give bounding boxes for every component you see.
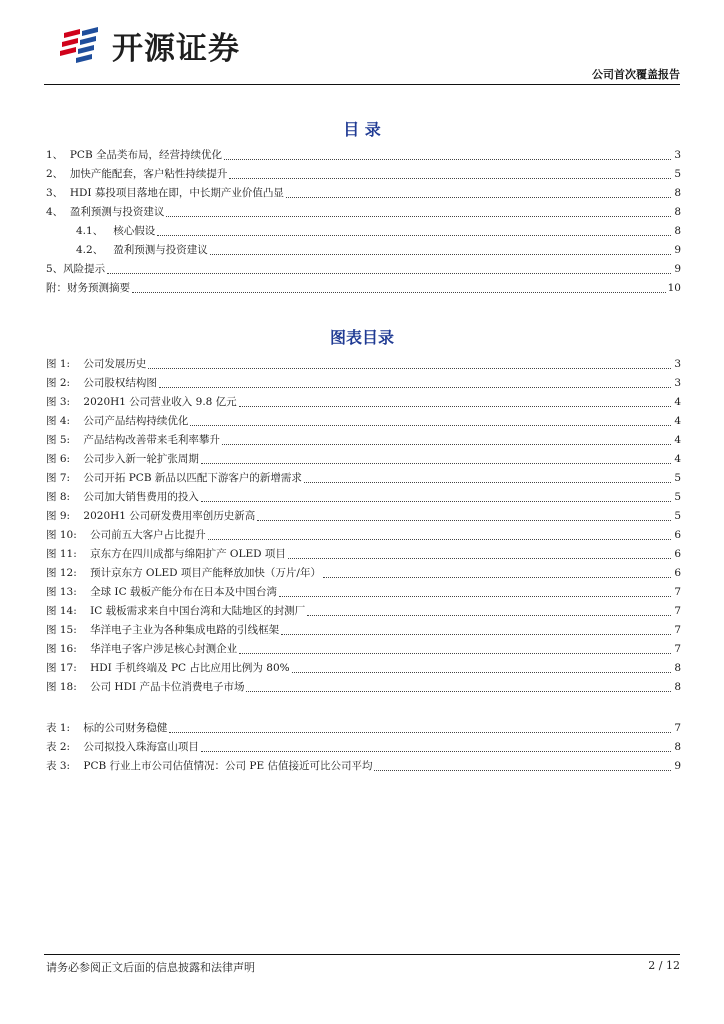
figure-entry[interactable]: 图 10: 公司前五大客户占比提升 6 xyxy=(46,529,681,541)
company-logo xyxy=(58,22,240,68)
figures-title: 图表目录 xyxy=(329,328,394,347)
page-indicator: 2 / 12 xyxy=(648,959,680,972)
toc-entry[interactable]: 3、 HDI 募投项目落地在即，中长期产业价值凸显 8 xyxy=(46,187,681,199)
figure-entry[interactable]: 图 7: 公司开拓 PCB 新品以匹配下游客户的新增需求 5 xyxy=(46,472,681,484)
figure-entry[interactable]: 图 2: 公司股权结构图 3 xyxy=(46,377,681,389)
toc-list xyxy=(46,146,681,298)
toc-entry[interactable]: 2、 加快产能配套，客户粘性持续提升 5 xyxy=(46,168,681,180)
toc-subentry[interactable]: 4.1、 核心假设 8 xyxy=(76,225,681,237)
figure-entry[interactable]: 图 1: 公司发展历史 3 xyxy=(46,358,681,370)
figure-entry[interactable]: 图 3: 2020H1 公司营业收入 9.8 亿元 4 xyxy=(46,396,681,408)
figure-entry[interactable]: 图 11: 京东方在四川成都与绵阳扩产 OLED 项目 6 xyxy=(46,548,681,560)
toc-entry[interactable]: 附：财务预测摘要 10 xyxy=(46,282,681,294)
figure-entry[interactable]: 图 5: 产品结构改善带来毛利率攀升 4 xyxy=(46,434,681,446)
figure-entry[interactable]: 图 9: 2020H1 公司研发费用率创历史新高 5 xyxy=(46,510,681,522)
table-entry[interactable]: 表 2: 公司拟投入珠海富山项目 8 xyxy=(46,741,681,753)
header-rule xyxy=(44,84,680,85)
figure-entry[interactable]: 图 14: IC 载板需求来自中国台湾和大陆地区的封测厂 7 xyxy=(46,605,681,617)
toc-subentry[interactable]: 4.2、 盈利预测与投资建议 9 xyxy=(76,244,681,256)
toc-entry[interactable]: 4、 盈利预测与投资建议 8 xyxy=(46,206,681,218)
footer-rule xyxy=(44,954,680,955)
table-entry[interactable]: 表 1: 标的公司财务稳健 7 xyxy=(46,722,681,734)
figure-entry[interactable]: 图 17: HDI 手机终端及 PC 占比应用比例为 80% 8 xyxy=(46,662,681,674)
figure-entry[interactable]: 图 12: 预计京东方 OLED 项目产能释放加快（万片/年） 6 xyxy=(46,567,681,579)
tables-list xyxy=(46,719,681,776)
figure-entry[interactable]: 图 4: 公司产品结构持续优化 4 xyxy=(46,415,681,427)
figure-entry[interactable]: 图 8: 公司加大销售费用的投入 5 xyxy=(46,491,681,503)
figure-entry[interactable]: 图 16: 华洋电子客户涉足核心封测企业 7 xyxy=(46,643,681,655)
toc-entry[interactable]: 1、 PCB 全品类布局，经营持续优化 3 xyxy=(46,149,681,161)
figure-entry[interactable]: 图 18: 公司 HDI 产品卡位消费电子市场 8 xyxy=(46,681,681,693)
toc-entry[interactable]: 5、风险提示 9 xyxy=(46,263,681,275)
logo-text: 开源证券 xyxy=(112,30,240,67)
report-type: 公司首次覆盖报告 xyxy=(592,68,680,81)
figure-entry[interactable]: 图 13: 全球 IC 载板产能分布在日本及中国台湾 7 xyxy=(46,586,681,598)
table-entry[interactable]: 表 3: PCB 行业上市公司估值情况：公司 PE 估值接近可比公司平均 9 xyxy=(46,760,681,772)
figure-entry[interactable]: 图 6: 公司步入新一轮扩张周期 4 xyxy=(46,453,681,465)
footer-disclaimer: 请务必参阅正文后面的信息披露和法律声明 xyxy=(46,961,255,974)
figures-list xyxy=(46,355,681,697)
toc-title: 目 录 xyxy=(343,120,381,139)
figure-entry[interactable]: 图 15: 华洋电子主业为各种集成电路的引线框架 7 xyxy=(46,624,681,636)
logo-mark-icon xyxy=(58,23,102,67)
